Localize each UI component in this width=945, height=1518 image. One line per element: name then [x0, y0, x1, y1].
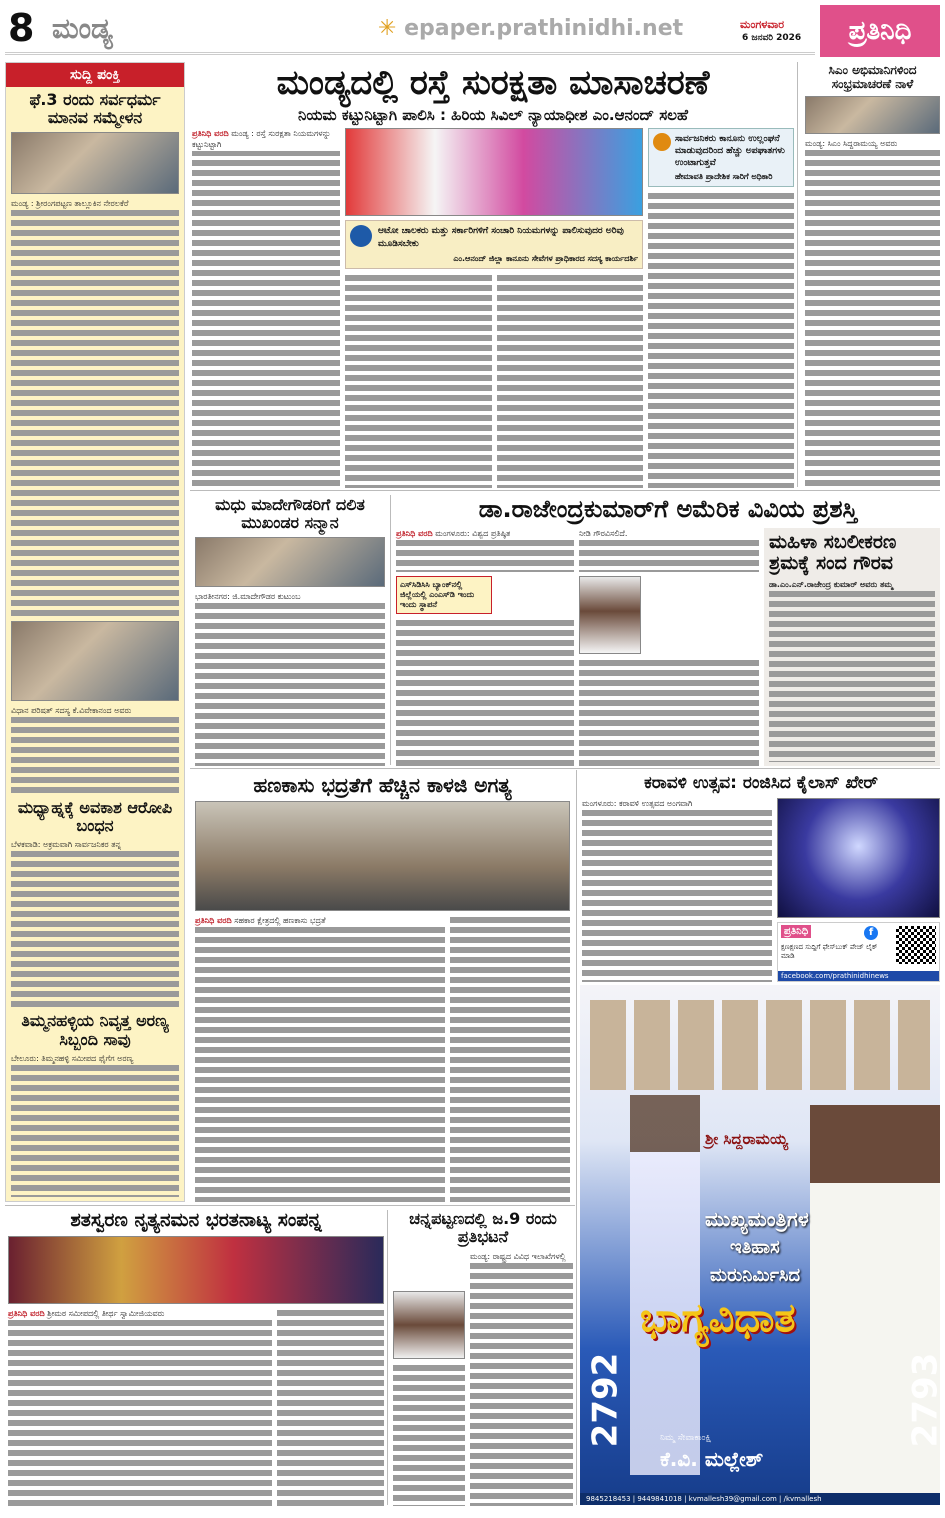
left-column: [5, 62, 185, 1202]
madhu-lead: ಭಾರತೀನಗರ: ಜಿ.ಮಾದೇಗೌಡರ ಕುಟುಂಬ: [195, 591, 385, 603]
advertisement: [580, 985, 945, 1505]
main-subhead: ನಿಯಮ ಕಟ್ಟುನಿಟ್ಟಾಗಿ ಪಾಲಿಸಿ : ಹಿರಿಯ ಸಿವಿಲ್ ನ್ಯಾಯಾಧೀಶ ಎಂ.ಆನಂದ್ ಸಲಹೆ: [298, 106, 688, 125]
rajendra-lead-line: [396, 528, 574, 540]
main-lead: ಮಂಡ್ಯ : ರಸ್ತೆ ಸುರಕ್ಷತಾ ನಿಯಮಗಳನ್ನು ಕಟ್ಟುನಿಟ್ಟಾಗಿ: [192, 129, 331, 150]
kailash-photo: [777, 798, 940, 918]
cursor-icon: ✳: [378, 16, 397, 41]
channapatna-lead: ಮಂಡ್ಯ: ರಾಷ್ಟ್ರದ ವಿವಿಧ ಇಲಾಖೆಗಳಲ್ಲಿ: [470, 1251, 573, 1263]
main-body-4: [648, 191, 794, 488]
section-label: ಸುದ್ದಿ ಪಂಕ್ತಿ: [6, 63, 184, 87]
quote1-attribution: ಹೇಮಾವತಿ ಪ್ರಾದೇಶಿಕ ಸಾರಿಗೆ ಅಧಿಕಾರಿ: [675, 172, 773, 182]
mahila-body: [769, 579, 935, 762]
promo-text: ಕ್ಷಣಕ್ಷಣದ ಸುದ್ದಿಗೆ ಫೇಸ್‌ಬುಕ್ ಪೇಜ್ ಲೈಕ್ ಮಾಡಿ: [781, 943, 878, 960]
quote1-text: ಸಾರ್ವಜನಿಕರು ಕಾನೂನು ಉಲ್ಲಂಘನೆ ಮಾಡುವುದರಿಂದ ಹೆಚ್ಚು ಅಪಘಾತಗಳು ಉಂಟಾಗುತ್ತವೆ: [675, 134, 785, 169]
logo: ಪ್ರತಿನಿಧಿ: [820, 5, 940, 57]
row-divider: [190, 768, 940, 769]
main-lead-line: [192, 128, 340, 151]
site-url[interactable]: [378, 16, 683, 41]
story1-lead: ಮಂಡ್ಯ : ಶ್ರೀರಂಗಪಟ್ಟಣ ತಾಲ್ಲೂಕಿನ ನೇರಲಕೆರೆ: [11, 198, 179, 210]
elder-portrait: [630, 1095, 700, 1475]
madhu-body: [195, 591, 385, 766]
hanakasu-photo: [195, 801, 570, 911]
main-headline: ಮಂಡ್ಯದಲ್ಲಿ ರಸ್ತೆ ಸುರಕ್ಷತಾ ಮಾಸಾಚರಣೆ: [276, 63, 710, 103]
rajendra-portrait: [579, 576, 641, 654]
page-number: 8: [8, 6, 35, 50]
channapatna-body: [470, 1251, 573, 1506]
right-story: [805, 64, 940, 488]
main-body-3: [497, 273, 644, 488]
story3-headline: ತಿಮ್ಮನಹಳ್ಳಿಯ ನಿವೃತ್ತ ಅರಣ್ಯ ಸಿಬ್ಬಂದಿ ಸಾವು: [21, 1011, 169, 1049]
story3-body: [11, 1053, 179, 1197]
mahila-box: [764, 528, 940, 766]
quote1-box: [648, 128, 794, 187]
bharata-headline: ಶತಸ್ವರಣ ನೃತ್ಯನಮನ ಭರತನಾಟ್ಯ ಸಂಪನ್ನ: [70, 1209, 322, 1231]
story1-headline: ಫೆ.3 ರಂದು ಸರ್ವಧರ್ಮ ಮಾನವ ಸಮ್ಮೇಳನ: [29, 90, 161, 128]
hanakasu-lead-line: [195, 915, 445, 927]
main-middle: [345, 128, 643, 488]
quote-icon: [653, 133, 671, 151]
bharata-body-2: [277, 1308, 384, 1506]
main-body-2: [345, 273, 492, 488]
right-lead: ಮಂಡ್ಯ: ಸಿಎಂ ಸಿದ್ದರಾಮಯ್ಯ ಅವರು: [805, 138, 940, 150]
promo-logo: ಪ್ರತಿನಿಧಿ: [781, 925, 811, 938]
rajendra-story: [396, 496, 940, 766]
quote2-box: [345, 220, 643, 269]
mahila-headline: ಮಹಿಳಾ ಸಬಲೀಕರಣ ಶ್ರಮಕ್ಕೆ ಸಂದ ಗೌರವ: [769, 530, 897, 575]
story2-body: [11, 839, 179, 1008]
main-story: [192, 64, 794, 488]
hanakasu-body-1: [195, 915, 445, 1202]
story1-body: [11, 198, 179, 617]
bharata-story: [8, 1210, 384, 1506]
site-url-text: epaper.prathinidhi.net: [404, 16, 684, 41]
row-divider: [190, 490, 940, 491]
ad-title: ಭಾಗ್ಯವಿಧಾತ: [640, 1295, 796, 1341]
channapatna-photo: [393, 1291, 465, 1359]
caption-text: ವಿಧಾನ ಪರಿಷತ್ ಸದಸ್ಯ ಕೆ.ವಿವೇಕಾನಂದ ಅವರು: [11, 705, 179, 717]
main-body-1: [192, 128, 340, 488]
ad-line1: ಮುಖ್ಯಮಂತ್ರಿಗಳ: [705, 1207, 809, 1231]
leaders-row: [590, 1000, 930, 1090]
right-photo: [805, 96, 940, 134]
hanakasu-lead: ಸಹಕಾರ ಕ್ಷೇತ್ರದಲ್ಲಿ ಹಣಕಾಸು ಭದ್ರತೆ: [234, 916, 326, 925]
main-photo: [345, 128, 643, 216]
qr-code-icon: [896, 926, 936, 964]
day: ಮಂಗಳವಾರ: [740, 18, 785, 31]
hanakasu-story: [195, 774, 570, 1202]
kailash-headline: ಕರಾವಳಿ ಉತ್ಸವ: ರಂಜಿಸಿದ ಕೈಲಾಸ್ ಖೇರ್: [644, 773, 878, 793]
facebook-icon: f: [864, 926, 878, 940]
right-headline: ಸಿಎಂ ಅಭಿಮಾನಿಗಳಿಂದ ಸಂಭ್ರಮಾಚರಣೆ ನಾಳೆ: [828, 63, 917, 91]
channapatna-headline: ಚನ್ನಪಟ್ಟಣದಲ್ಲಿ ಜ.9 ರಂದು ಪ್ರತಿಭಟನೆ: [409, 1209, 557, 1247]
ad-right-days: 2793: [905, 1352, 945, 1448]
rajendra-inset: ಎಸ್‌ಸಿಡಿಸಿಸಿ ಬ್ಯಾಂಕ್‌ನಲ್ಲಿ ಜಿಲ್ಲೆಯಲ್ಲಿ ಎಂಎಸ್‌ಡಿ ಇಂದು ಇಂದು ಸ್ಥಾಪನೆ: [396, 576, 492, 614]
channapatna-body-2: [393, 1363, 465, 1506]
quote2-attribution: ಎಂ.ಆನಂದ್ ಜಿಲ್ಲಾ ಕಾನೂನು ಸೇವೆಗಳ ಪ್ರಾಧಿಕಾರದ ಸದಸ್ಯ ಕಾರ್ಯದರ್ಶಿ: [453, 254, 638, 264]
main-right: [648, 128, 794, 488]
ad-sponsor-label: ನಿಮ್ಮ ಸೇವಾಕಾಂಕ್ಷಿ: [660, 1433, 712, 1443]
ad-sponsor: ಕೆ.ವಿ. ಮಲ್ಲೇಶ್: [660, 1447, 764, 1471]
story2-lead: ಬೆಳಕವಾಡಿ: ಅಕ್ರಮವಾಗಿ ಸಾರ್ವಜನಿಕರ ತನ್ನ: [11, 839, 179, 851]
ad-line2: ಇತಿಹಾಸ: [730, 1237, 780, 1258]
column-divider: [387, 1210, 388, 1505]
ad-left-days: 2792: [585, 1352, 626, 1448]
rajendra-lead: ಮಂಗಳೂರು: ವಿಶ್ವದ ಪ್ರತಿಷ್ಠಿತ: [435, 528, 511, 538]
rajendra-cont: ನೀಡಿ ಗೌರವಿಸಲಿದೆ.: [579, 528, 759, 540]
hanakasu-body-2: [450, 915, 570, 1202]
story1-caption: [11, 705, 179, 795]
section-name: ಮಂಡ್ಯ: [52, 12, 113, 45]
header-rule: [5, 52, 815, 56]
bharata-photo: [8, 1236, 384, 1304]
date: 6 ಜನವರಿ 2026: [742, 33, 802, 43]
main-columns: [192, 128, 794, 488]
facebook-promo[interactable]: [777, 922, 940, 982]
bharata-lead-line: [8, 1308, 272, 1320]
story1-photo: [11, 132, 179, 194]
rajendra-body-1a: [396, 528, 574, 572]
bharata-byline: ಪ್ರತಿನಿಧಿ ವರದಿ: [8, 1308, 45, 1318]
story1-photo2: [11, 621, 179, 701]
bharata-body-1: [8, 1308, 272, 1506]
hanakasu-headline: ಹಣಕಾಸು ಭದ್ರತೆಗೆ ಹೆಚ್ಚಿನ ಕಾಳಜಿ ಅಗತ್ಯ: [253, 773, 512, 797]
quote2-text: ಆಟೋ ಚಾಲಕರು ಮತ್ತು ಸರ್ಕಾರಿಗಳಿಗೆ ಸಂಚಾರಿ ನಿಯಮಗಳನ್ನು ಪಾಲಿಸುವುದರ ಅರಿವು ಮೂಡಿಸಬೇಕು: [378, 226, 624, 250]
kailash-body: [582, 798, 772, 982]
rajendra-byline: ಪ್ರತಿನಿಧಿ ವರದಿ: [396, 528, 433, 538]
ad-cm-name: ಶ್ರೀ ಸಿದ್ದರಾಮಯ್ಯ: [705, 1130, 789, 1148]
story3-lead: ಬೇಲೂರು: ತಿಮ್ಮನಹಳ್ಳಿ ಸಮೀಪದ ಫೈಗೆಗ ಅರಣ್ಯ: [11, 1053, 179, 1065]
rajendra-body-2: [579, 528, 759, 572]
column-divider: [390, 495, 391, 765]
madhu-photo: [195, 537, 385, 587]
madhu-headline: ಮಧು ಮಾದೇಗೌಡರಿಗೆ ದಲಿತ ಮುಖಂಡರ ಸನ್ಮಾನ: [215, 495, 365, 533]
column-divider: [576, 770, 577, 1505]
facebook-link[interactable]: facebook.com/prathinidhinews: [778, 971, 939, 981]
rajendra-body-3: [579, 658, 759, 766]
ad-contact: 9845218453 | 9449841018 | kvmallesh39@gmail.com | /kvmallesh: [580, 1493, 940, 1505]
right-body: [805, 138, 940, 488]
channapatna-story: [393, 1210, 573, 1506]
story2-headline: ಮಧ್ಯಾಹ್ನಕ್ಕೆ ಅವಕಾಶ ಆರೋಪಿ ಬಂಧನ: [17, 797, 173, 836]
rajendra-body-1: [396, 618, 574, 766]
kailash-lead: ಮಂಗಳೂರು: ಕರಾವಳಿ ಉತ್ಸವದ ಅಂಗವಾಗಿ: [582, 798, 772, 810]
ad-line3: ಮರುನಿರ್ಮಿಸಿದ: [710, 1265, 801, 1286]
main-byline: ಪ್ರತಿನಿಧಿ ವರದಿ: [192, 129, 229, 139]
quote-icon: [350, 225, 372, 247]
mahila-lead: ಡಾ.ಎಂ.ಎನ್.ರಾಜೇಂದ್ರ ಕುಮಾರ್ ಅವರು ತಮ್ಮ: [769, 579, 935, 591]
rajendra-headline: ಡಾ.ರಾಜೇಂದ್ರಕುಮಾರ್‌ಗೆ ಅಮೆರಿಕ ವಿವಿಯ ಪ್ರಶಸ್ತಿ: [478, 495, 858, 523]
kailash-story: [582, 774, 940, 982]
hanakasu-byline: ಪ್ರತಿನಿಧಿ ವರದಿ: [195, 916, 232, 925]
column-divider: [797, 62, 798, 487]
madhu-story: [195, 496, 385, 766]
bharata-lead: ಶ್ರೀಮಠ ಸಮೀಪದಲ್ಲಿ ತೀರ್ಥ ಸ್ವಾಮೀಜಿಯವರು: [47, 1308, 165, 1318]
row-divider: [5, 1205, 575, 1206]
